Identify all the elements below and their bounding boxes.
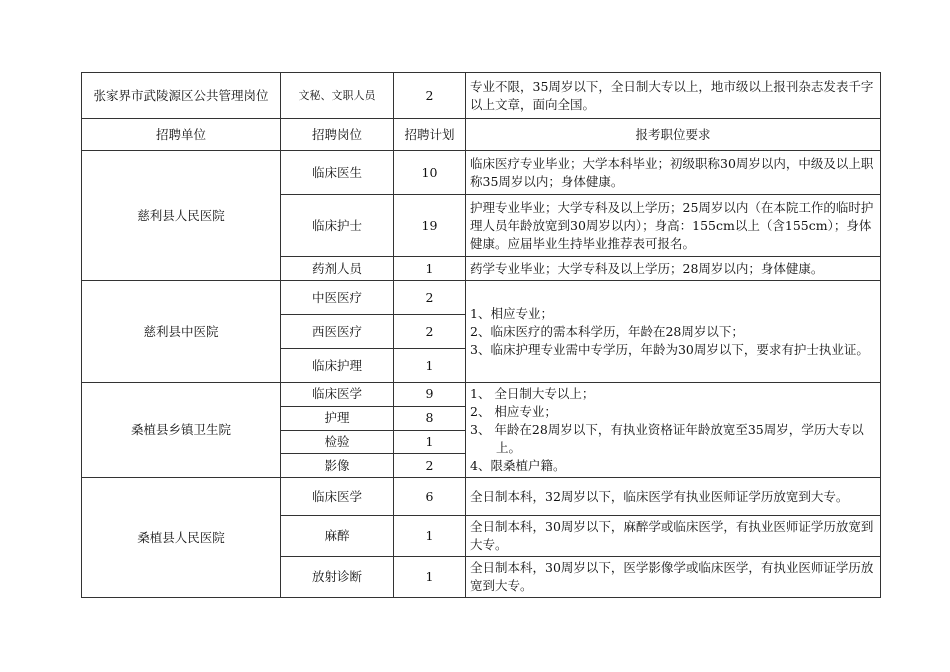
count-cell: 1: [394, 257, 466, 281]
position-cell: 临床护士: [281, 195, 394, 257]
requirement-cell: [466, 281, 881, 383]
requirement-line: 1、相应专业；: [470, 305, 553, 321]
count-cell: 2: [394, 73, 466, 119]
position-cell: 临床医学: [281, 383, 394, 407]
unit-cell: 张家界市武陵源区公共管理岗位: [82, 73, 281, 119]
position-cell: 中医医疗: [281, 281, 394, 315]
count-cell: 2: [394, 454, 466, 478]
table-row: [82, 73, 881, 119]
requirement-line: 2、 相应专业；: [470, 404, 557, 419]
position-cell: 临床医学: [281, 478, 394, 516]
header-unit: 招聘单位: [82, 119, 281, 151]
unit-cell: 桑植县人民医院: [82, 478, 281, 598]
count-cell: 8: [394, 406, 466, 430]
table-header-row: [82, 119, 881, 151]
position-cell: 影像: [281, 454, 394, 478]
count-cell: 9: [394, 383, 466, 407]
requirement-cell: 全日制本科，30周岁以下，医学影像学或临床医学，有执业医师证学历放宽到大专。: [466, 557, 881, 598]
position-cell: 护理: [281, 406, 394, 430]
recruitment-table: [81, 72, 881, 598]
requirement-line: 1、 全日制大专以上；: [470, 386, 595, 401]
table-row: [82, 383, 881, 407]
requirement-cell: 临床医疗专业毕业；大学本科毕业；初级职称30周岁以内，中级及以上职称35周岁以内；身体健康。: [466, 151, 881, 195]
unit-cell: 桑植县乡镇卫生院: [82, 383, 281, 478]
requirement-line: 3、 年龄在28周岁以下，有执业资格证年龄放宽至35周岁，学历大专以上。: [470, 422, 864, 455]
requirement-cell: 专业不限，35周岁以下，全日制大专以上，地市级以上报刊杂志发表千字以上文章，面向全国。: [466, 73, 881, 119]
count-cell: 1: [394, 349, 466, 383]
count-cell: 6: [394, 478, 466, 516]
requirement-line: 2、临床医疗的需本科学历，年龄在28周岁以下；: [470, 323, 744, 339]
position-cell: 药剂人员: [281, 257, 394, 281]
count-cell: 1: [394, 430, 466, 454]
header-requirement: 报考职位要求: [466, 119, 881, 151]
requirement-line: 3、临床护理专业需中专学历，年龄为30周岁以下，要求有护士执业证。: [470, 341, 869, 357]
position-cell: 临床护理: [281, 349, 394, 383]
position-cell: 文秘、文职人员: [281, 73, 394, 119]
position-cell: 临床医生: [281, 151, 394, 195]
position-cell: 检验: [281, 430, 394, 454]
requirement-cell: 全日制本科，30周岁以下，麻醉学或临床医学，有执业医师证学历放宽到大专。: [466, 516, 881, 557]
requirement-cell: [466, 383, 881, 478]
table-row: [82, 151, 881, 195]
count-cell: 10: [394, 151, 466, 195]
position-cell: 西医医疗: [281, 315, 394, 349]
requirement-cell: 全日制本科，32周岁以下，临床医学有执业医师证学历放宽到大专。: [466, 478, 881, 516]
count-cell: 2: [394, 281, 466, 315]
position-cell: 放射诊断: [281, 557, 394, 598]
table-row: [82, 478, 881, 516]
table-row: [82, 281, 881, 315]
position-cell: 麻醉: [281, 516, 394, 557]
count-cell: 1: [394, 516, 466, 557]
count-cell: 19: [394, 195, 466, 257]
requirement-cell: 药学专业毕业；大学专科及以上学历；28周岁以内；身体健康。: [466, 257, 881, 281]
unit-cell: 慈利县中医院: [82, 281, 281, 383]
requirement-line: 4、限桑植户籍。: [470, 458, 566, 473]
requirement-cell: 护理专业毕业；大学专科及以上学历；25周岁以内（在本院工作的临时护理人员年龄放宽到30周岁以内）；身高：155cm以上（含155cm）；身体健康。应届毕业生持毕业推荐表可报名。: [466, 195, 881, 257]
header-position: 招聘岗位: [281, 119, 394, 151]
header-count: 招聘计划: [394, 119, 466, 151]
count-cell: 2: [394, 315, 466, 349]
unit-cell: 慈利县人民医院: [82, 151, 281, 281]
count-cell: 1: [394, 557, 466, 598]
